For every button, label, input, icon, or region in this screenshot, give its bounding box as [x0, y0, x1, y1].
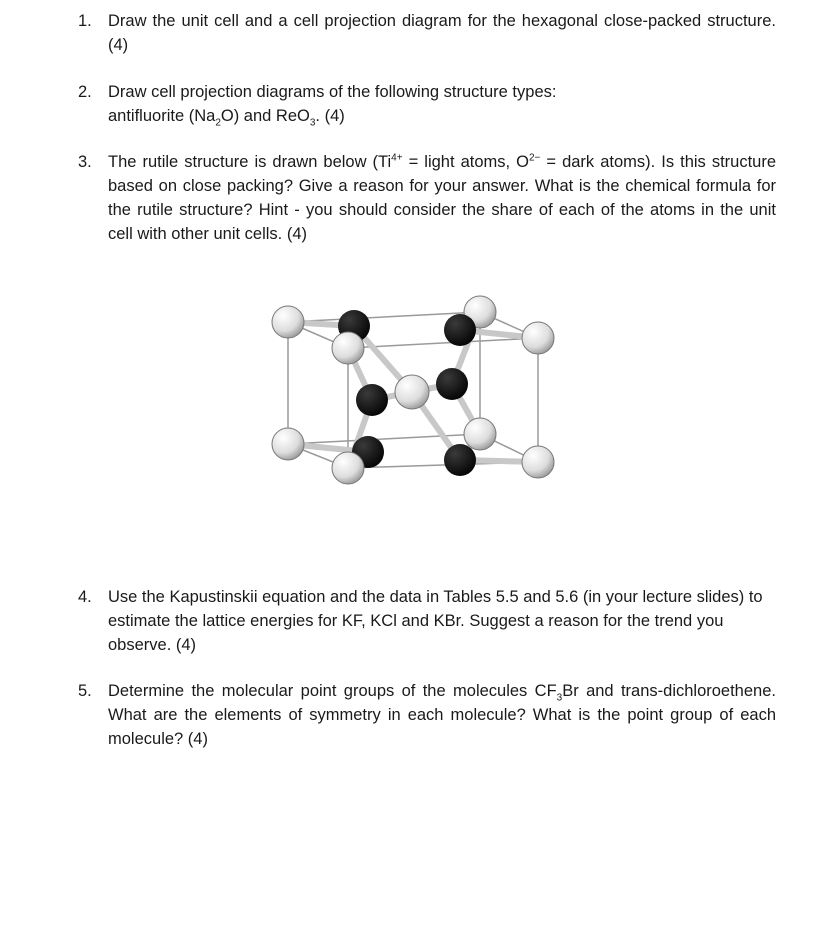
text-segment: Determine the molecular point groups of the molecules CF	[108, 682, 557, 700]
o-atom	[444, 444, 476, 476]
ti-atom	[272, 306, 304, 338]
question-2	[78, 80, 776, 128]
ti-atom	[272, 428, 304, 460]
ti-atom	[522, 446, 554, 478]
rutile-structure-figure	[262, 292, 562, 497]
subscript: 2	[215, 117, 221, 129]
ti-atom	[332, 452, 364, 484]
question-text: Use the Kapustinskii equation and the data in Tables 5.5 and 5.6 (in your lecture slides) to estimate the lattice energies for KF, KCl and KBr. Suggest a reason for the trend you observe. (4)	[108, 588, 763, 654]
question-number: 1.	[78, 12, 92, 30]
question-text	[108, 679, 776, 751]
text-segment: . (4)	[315, 107, 345, 125]
ti-atom-center	[395, 375, 429, 409]
o-atom	[356, 384, 388, 416]
question-1	[78, 9, 776, 57]
subscript: 3	[309, 117, 316, 129]
question-number: 3.	[78, 153, 92, 171]
question-number: 5.	[78, 682, 92, 700]
text-segment: Br and trans-dichloroethene. What are the elements of symmetry in each molecule? What is the point group of each molecule? (4)	[108, 682, 776, 748]
ti-atom	[332, 332, 364, 364]
superscript: 2−	[528, 152, 541, 164]
question-line: Draw cell projection diagrams of the following structure types:	[108, 83, 557, 101]
o-atom	[436, 368, 468, 400]
text-segment: = dark atoms). Is this structure based on close packing? Give a reason for your answer. What is the chemical formula for the rutile structure? Hint - you should consider the share of each of the atoms in the unit cell with other unit cells. (4)	[108, 153, 777, 243]
question-3	[78, 150, 776, 246]
text-segment: O) and ReO	[220, 107, 310, 125]
question-4	[78, 585, 776, 657]
question-text	[108, 150, 776, 246]
ti-atom	[522, 322, 554, 354]
text-segment: The rutile structure is drawn below (Ti	[108, 153, 392, 171]
question-text	[108, 80, 776, 128]
o-atom	[444, 314, 476, 346]
question-number: 4.	[78, 588, 92, 606]
superscript: 4+	[391, 152, 403, 164]
subscript: 3	[556, 692, 563, 704]
question-text: Draw the unit cell and a cell projection diagram for the hexagonal close-packed structure. (4)	[108, 12, 776, 54]
text-segment: = light atoms, O	[402, 153, 529, 171]
text-segment: antifluorite (Na	[108, 107, 216, 125]
ti-atom	[464, 418, 496, 450]
question-number: 2.	[78, 83, 92, 101]
question-5	[78, 679, 776, 751]
